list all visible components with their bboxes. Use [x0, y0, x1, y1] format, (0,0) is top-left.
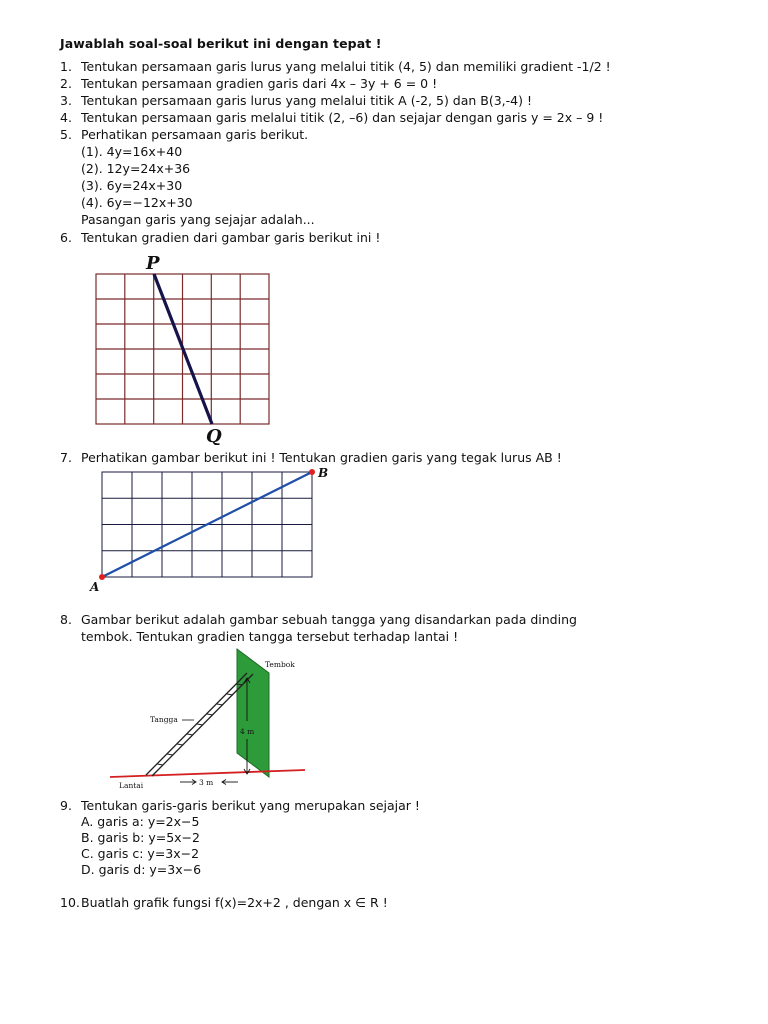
- question-number: 8.: [60, 612, 72, 627]
- question-number: 7.: [60, 450, 72, 465]
- label-q: Q: [206, 426, 222, 445]
- q9-option-b: B. garis b: y=5x−2: [81, 830, 200, 845]
- floor-label: Lantai: [119, 781, 144, 790]
- q9-option-d: D. garis d: y=3x−6: [81, 862, 202, 877]
- question-text: Tentukan persamaan garis lurus yang melalui titik A (-2, 5) dan B(3,-4) !: [81, 93, 532, 108]
- question-6: [60, 229, 380, 246]
- q9-option-a: A. garis a: y=2x−5: [81, 814, 200, 829]
- ladder-label: Tangga: [150, 715, 178, 724]
- wall-label: Tembok: [265, 660, 295, 669]
- question-text: Buatlah grafik fungsi f(x)=2x+2 , dengan x ∈ R !: [81, 895, 388, 910]
- floor-line: [110, 770, 305, 777]
- question-number: 4.: [60, 110, 72, 125]
- question-3: [60, 92, 532, 109]
- question-text: Tentukan garis-garis berikut yang merupakan sejajar !: [81, 798, 420, 813]
- width-label: 3 m: [199, 778, 214, 787]
- ladder-rail-left: [146, 673, 247, 775]
- height-label: 4 m: [240, 727, 255, 736]
- ladder-rungs: [157, 684, 243, 765]
- question-text: Gambar berikut adalah gambar sebuah tangga yang disandarkan pada dinding: [81, 612, 577, 627]
- question-1: [60, 58, 611, 75]
- question-number: 9.: [60, 798, 72, 813]
- question-10: [60, 894, 388, 911]
- question-9: [60, 797, 420, 814]
- question-number: 3.: [60, 93, 72, 108]
- question-8: [60, 611, 577, 628]
- question-text: Tentukan persamaan garis melalui titik (2, –6) dan sejajar dengan garis y = 2x – 9 !: [81, 110, 604, 125]
- question-number: 5.: [60, 127, 72, 142]
- question-number: 6.: [60, 230, 72, 245]
- q5-option-4: (4). 6y=−12x+30: [81, 195, 193, 210]
- question-text: Perhatikan persamaan garis berikut.: [81, 127, 309, 142]
- q9-option-c: C. garis c: y=3x−2: [81, 846, 200, 861]
- question-number: 10.: [60, 895, 80, 910]
- label-b: B: [318, 466, 329, 480]
- q8-continuation: tembok. Tentukan gradien tangga tersebut terhadap lantai !: [81, 629, 459, 644]
- question-text: Tentukan persamaan gradien garis dari 4x – 3y + 6 = 0 !: [81, 76, 438, 91]
- label-a: A: [90, 580, 100, 594]
- question-2: [60, 75, 437, 92]
- question-number: 2.: [60, 76, 72, 91]
- figure-pq-grid: [86, 250, 286, 445]
- q5-option-2: (2). 12y=24x+36: [81, 161, 191, 176]
- figure-ab-grid: [88, 464, 338, 596]
- figure-ladder: [108, 645, 333, 795]
- worksheet-title: Jawablah soal-soal berikut ini dengan tepat !: [60, 36, 382, 51]
- question-5: [60, 126, 308, 143]
- q5-closing: Pasangan garis yang sejajar adalah...: [81, 212, 315, 227]
- question-text: Tentukan persamaan garis lurus yang melalui titik (4, 5) dan memiliki gradient -1/2 !: [81, 59, 611, 74]
- q5-option-3: (3). 6y=24x+30: [81, 178, 183, 193]
- point-b: [309, 469, 315, 475]
- q5-option-1: (1). 4y=16x+40: [81, 144, 183, 159]
- question-text: Perhatikan gambar berikut ini ! Tentukan gradien garis yang tegak lurus AB !: [81, 450, 562, 465]
- question-4: [60, 109, 603, 126]
- label-p: P: [146, 253, 160, 274]
- point-a: [99, 574, 105, 580]
- question-text: Tentukan gradien dari gambar garis berikut ini !: [81, 230, 381, 245]
- question-number: 1.: [60, 59, 72, 74]
